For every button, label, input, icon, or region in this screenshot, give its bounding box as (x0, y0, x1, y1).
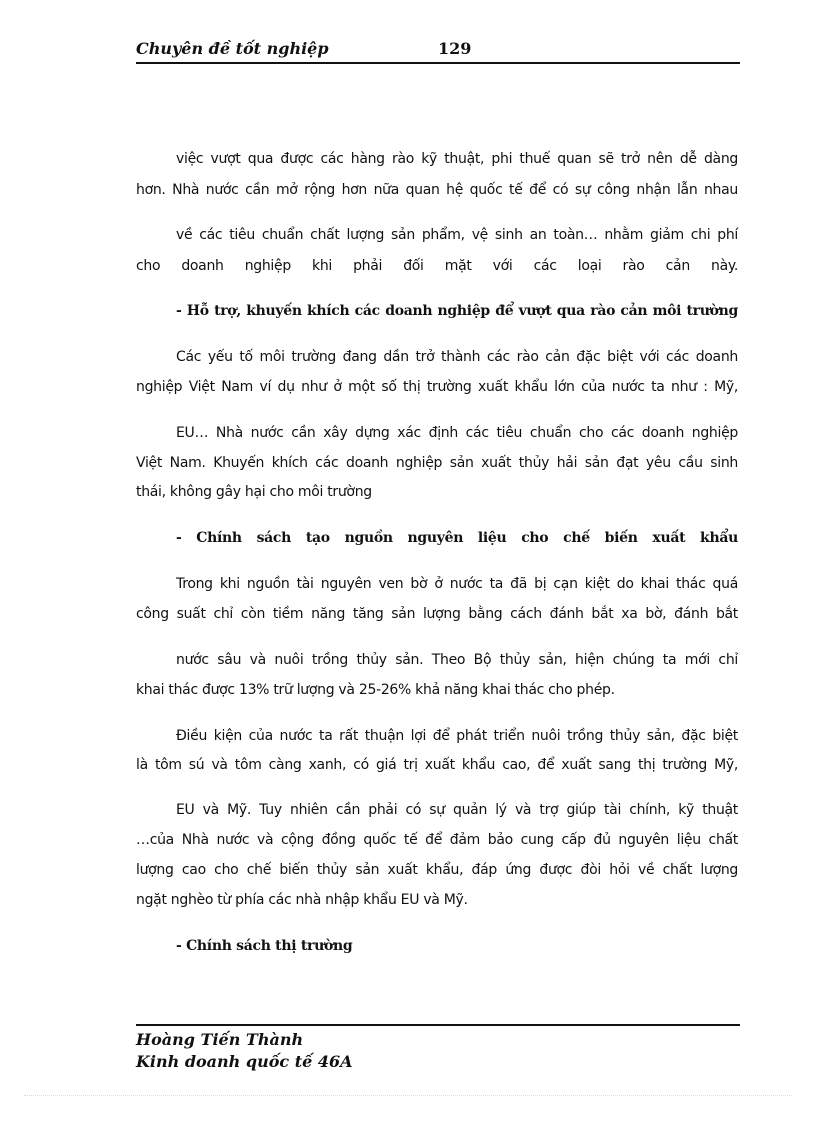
document-title: Chuyên đề tốt nghiệp (136, 39, 329, 58)
page-number: 129 (438, 39, 472, 58)
section-heading: - Chính sách tạo nguồn nguyên liệu cho chế biến xuất khẩu (176, 530, 738, 546)
body-line: khai thác được 13% trữ lượng và 25-26% khả năng khai thác cho phép. (136, 682, 615, 698)
body-line: EU và Mỹ. Tuy nhiên cần phải có sự quản lý và trợ giúp tài chính, kỹ thuật (176, 802, 738, 818)
body-line: …của Nhà nước và cộng đồng quốc tế để đảm bảo cung cấp đủ nguyên liệu chất (136, 832, 738, 848)
page-header (136, 38, 740, 64)
body-line: EU… Nhà nước cần xây dựng xác định các tiêu chuẩn cho các doanh nghiệp (176, 425, 738, 441)
body-line: cho doanh nghiệp khi phải đối mặt với các loại rào cản này. (136, 258, 738, 274)
body-line: nước sâu và nuôi trồng thủy sản. Theo Bộ thủy sản, hiện chúng ta mới chỉ (176, 652, 738, 668)
section-heading: - Hỗ trợ, khuyến khích các doanh nghiệp để vượt qua rào cản môi trường (176, 303, 738, 319)
body-line: Điều kiện của nước ta rất thuận lợi để phát triển nuôi trồng thủy sản, đặc biệt (176, 728, 738, 744)
body-line: Các yếu tố môi trường đang dần trở thành các rào cản đặc biệt với các doanh (176, 349, 738, 365)
body-line: việc vượt qua được các hàng rào kỹ thuật, phi thuế quan sẽ trở nên dễ dàng (176, 151, 738, 167)
body-line: Trong khi nguồn tài nguyên ven bờ ở nước ta đã bị cạn kiệt do khai thác quá (176, 576, 738, 592)
footer-author: Hoàng Tiến Thành (136, 1030, 304, 1049)
body-line: về các tiêu chuẩn chất lượng sản phẩm, vệ sinh an toàn… nhằm giảm chi phí (176, 227, 738, 243)
body-line: là tôm sú và tôm càng xanh, có giá trị xuất khẩu cao, để xuất sang thị trường Mỹ, (136, 757, 738, 773)
body-line: lượng cao cho chế biến thủy sản xuất khẩu, đáp ứng được đòi hỏi về chất lượng (136, 862, 738, 878)
footer-class: Kinh doanh quốc tế 46A (136, 1052, 353, 1071)
body-line: ngặt nghèo từ phía các nhà nhập khẩu EU và Mỹ. (136, 892, 468, 908)
body-line: Việt Nam. Khuyến khích các doanh nghiệp sản xuất thủy hải sản đạt yêu cầu sinh (136, 455, 738, 471)
body-line: nghiệp Việt Nam ví dụ như ở một số thị trường xuất khẩu lớn của nước ta như : Mỹ, (136, 379, 738, 395)
section-heading: - Chính sách thị trường (176, 938, 353, 954)
body-line: công suất chỉ còn tiềm năng tăng sản lượng bằng cách đánh bắt xa bờ, đánh bắt (136, 606, 738, 622)
body-line: thái, không gây hại cho môi trường (136, 484, 372, 500)
body-line: hơn. Nhà nước cần mở rộng hơn nữa quan hệ quốc tế để có sự công nhận lẫn nhau (136, 182, 738, 198)
footer-rule (136, 1024, 740, 1026)
page-edge (24, 1095, 792, 1096)
